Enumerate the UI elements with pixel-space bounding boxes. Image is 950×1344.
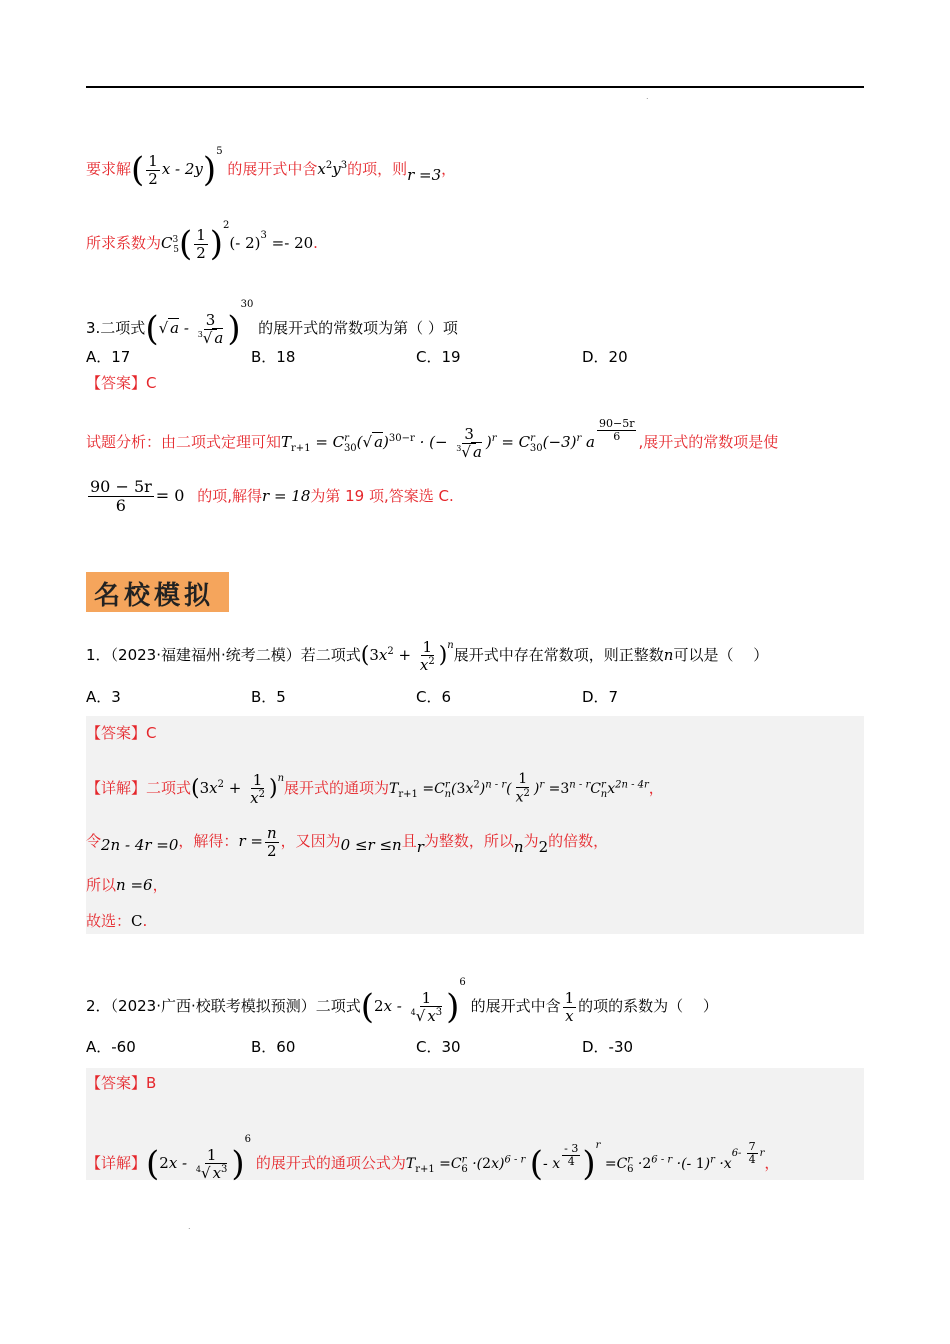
m2-option-d: D．-30 [582,1038,634,1056]
m1-line4-choice: C [131,912,143,930]
q3-analysis-text-d: 为第 19 项,答案选 C. [310,487,454,505]
m1-option-a: A．3 [86,688,121,706]
m2-stem-text-a: 2．（2023·广西·校联考模拟预测）二项式 [86,997,361,1015]
m1-line2-text-a: 令 [86,832,102,850]
m2-option-c: C．30 [416,1038,461,1056]
m1-line2-text-d: 且 [401,832,417,850]
m1-option-d: D．7 [582,688,619,706]
formula-r-eq-3: r =3 [407,166,442,184]
m1-line2-text-c: ，又因为 [280,832,341,850]
formula-3x2-plus-1-over-x2-n: ($3x^2$ + $\frac{1}{x^2}$ )$^n$ [360,637,454,674]
q3-option-a: A．17 [86,348,131,366]
m1-line2-text-e: 为整数，所以 [423,832,514,850]
m1-line4-text-a: 故选： [86,912,132,930]
m1-detail-line-4 [86,910,147,931]
m2-stem [86,948,718,1041]
prev-line2-value: =- 20 [271,234,314,252]
m1-line3-text-b: ， [152,876,168,894]
formula-sqrt-a-minus-3-over-cbrt-a: (√ a - $\frac{3}{^3√ a}$ )$^{30}$ [145,299,254,349]
formula-m2-general-term: $T_{r+1} =C^r_6 \cdot(2x)^{6 - r}$ (- x $^{\frac{- 3}{4}}$ )$^r =C^r_6 \cdot 2^{6 - r}$ ·(- $1)^r \cdot x^{6- \frac{7}{4} r}$ [405,1139,765,1184]
q3-option-b: B．18 [251,348,296,366]
m1-line3-text-a: 所以 [86,876,117,894]
m1-line2-text-b: ，解得： [178,832,239,850]
m1-detail-line-1 [86,756,664,818]
formula-r-eq-18: r = 18 [262,487,311,505]
header-rule [86,86,864,88]
prev-line1-comma: ， [441,160,457,178]
m1-line2-text-g: 的倍数， [548,832,609,850]
prev-line-1 [86,122,456,199]
m1-detail-text-a: 二项式 [146,779,192,797]
prev-line1-text-a: 要求解 [86,160,132,178]
q3-stem-text-a: 3.二项式 [86,319,146,337]
m1-detail-comma: ， [648,779,664,797]
formula-exponent-zero: $\frac{90 - 5r}{6}$ = 0 [90,477,185,515]
section-heading: 名校模拟 [94,581,215,611]
prev-line2-dot: . [313,234,318,252]
formula-0-le-r-le-n: 0 ≤r ≤n [340,836,402,854]
m1-detail-line-2 [86,818,608,864]
m1-option-b: B．5 [251,688,286,706]
formula-m1-general-term: $T_{r+1} =C^r_n(3x^2)^{n - r}$( $\frac{1}{x^2}$ )$^r =3^{n - r}C^r_nx^{2n - 4r}$ [389,770,649,806]
formula-1-over-x: $\frac{1}{x}$ [564,989,575,1025]
m1-stem-n: n [663,646,674,664]
q3-answer: 【答案】C [86,374,157,392]
m1-detail-line-3 [86,874,168,895]
m2-detail-label: 【详解】 [86,1154,147,1172]
prev-line1-text-b: 的展开式中含 [227,160,318,178]
formula-r-eq-n-over-2: r = $\frac{n}{2}$ [238,824,277,860]
m1-line4-dot: . [142,912,148,930]
q3-analysis-text-a: 试题分析：由二项式定理可知 [86,433,282,451]
q3-analysis-line-2 [86,468,454,524]
m1-line2-two: 2 [538,838,549,856]
prev-line1-text-c: 的项，则 [347,160,408,178]
footer-dot: . [188,1222,191,1231]
q3-analysis-text-b: ,展开式的常数项是使 [638,433,779,451]
m1-line2-text-f: 为 [523,832,539,850]
formula-half-x-2y-5: ( $\frac{1}{2}$ x - 2y)$^5$ [131,146,223,190]
m2-detail-line [86,1104,779,1206]
prev-line2-text-a: 所求系数为 [86,234,162,252]
formula-m1-binomial: ($3x^2$ + $\frac{1}{x^2}$ )$^n$ [191,770,285,807]
m2-stem-text-c: 的项的系数为（ ） [578,997,718,1015]
formula-m2-binomial: (2x - $\frac{1}{^4√ x^3}$ )$^6$ [146,1134,252,1184]
formula-n-eq-6: n =6 [116,876,153,894]
m1-line2-n: n [513,838,524,856]
m1-stem-text-b: 展开式中存在常数项，则正整数 [453,646,664,664]
m2-option-b: B．60 [251,1038,296,1056]
m2-detail-comma: ， [764,1154,780,1172]
prev-line-2 [86,196,318,280]
m1-detail-text-b: 展开式的通项为 [284,779,390,797]
m1-answer: 【答案】C [86,724,157,742]
header-dot: . [646,92,649,101]
m1-stem-text-a: 1．（2023·福建福州·统考二模）若二项式 [86,646,361,664]
m1-stem [86,624,768,678]
formula-coefficient: $C^3_5$( $\frac{1}{2}$ )$^2$(- 2)$^3$ =- 20 [161,220,314,264]
m1-line2-r: r [416,838,424,856]
q3-option-c: C．19 [416,348,461,366]
q3-analysis-text-c: 的项,解得 [197,487,262,505]
m1-option-c: C．6 [416,688,452,706]
q3-stem-text-b: 的展开式的常数项为第（ ）项 [258,319,458,337]
m2-stem-text-b: 的展开式中含 [470,997,561,1015]
formula-2n-4r-0: 2n - 4r =0 [101,836,179,854]
m1-stem-text-c: 可以是（ ） [673,646,769,664]
m1-detail-label: 【详解】 [86,779,147,797]
formula-x2y3: $x^2y^3$ [317,160,348,178]
q3-option-d: D．20 [582,348,628,366]
formula-general-term: $T_{r+1} = C^r_{30}(√$ a)$^{30-r}$ · (− $\frac{3}{^3√ a}$ )$^r = C^r_{30}(-3)^r$ a $^{\frac{90-5r}{6}}$ [281,416,635,461]
formula-2x-minus-1-over-4rt-x3: (2x - $\frac{1}{^4√ x^3}$ )$^6$ [360,977,466,1027]
m2-detail-text-a: 的展开式的通项公式为 [255,1154,406,1172]
m2-option-a: A．-60 [86,1038,136,1056]
m2-answer: 【答案】B [86,1074,157,1092]
